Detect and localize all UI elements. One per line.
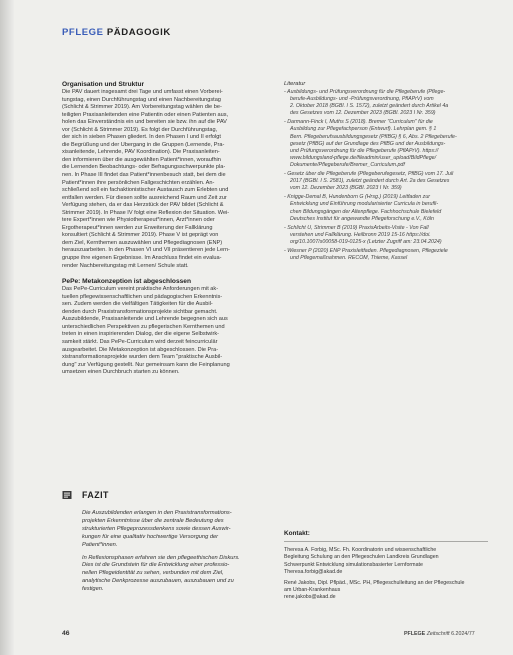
literature-line: berufe-Ausbildungs- und -Prüfungsverordnung, PflAPrV) vom bbox=[290, 96, 434, 103]
body-text-line: der sich in sieben Phasen gliedert. In den Phasen I und II erfolgt bbox=[62, 134, 221, 141]
body-text-line: treten in einen inspirierenden Dialog, der die eigene Selbstwirk- bbox=[62, 331, 220, 338]
literature-item bbox=[284, 171, 488, 192]
literature-column bbox=[284, 80, 488, 264]
literature-item bbox=[284, 194, 488, 222]
literature-item bbox=[284, 248, 488, 262]
header-brand: PFLEGE bbox=[62, 27, 104, 38]
body-text-line: ausgearbeitet. Die Metakonzeption ist abgeschlossen. Die Pra- bbox=[62, 346, 219, 353]
body-text-line: unterschiedlichen Perspektiven zu pflegerischen Kernthemen und bbox=[62, 323, 225, 330]
footer-issue: 6.2024/77 bbox=[451, 631, 475, 637]
literature-line: Dokumente/Pflegeberufe/Bremer_Curriculum.pdf bbox=[290, 161, 405, 168]
contact-persons bbox=[284, 547, 488, 601]
fazit-body bbox=[82, 510, 267, 599]
literature-line: Bern. Pflegeberufsausbildungsgesetz (PfIBG) § 6, Abs. 2 Pflegeberufe- bbox=[290, 133, 457, 140]
body-text-line: dung" zur Verfügung gestellt. Nur gemeinsam kann die Feinplanung bbox=[62, 361, 230, 368]
literature-line: 2. Oktober 2018 (BGBl. I S. 1572), zuletzt geändert durch Artikel 4a bbox=[290, 103, 449, 110]
body-text-line: teiligten Praxisanleitenden eine Patientin oder einen Patienten aus, bbox=[62, 111, 229, 118]
literature-line: Deutsches Institut für angewandte Pflegeforschung e.V., Köln bbox=[290, 215, 434, 222]
literature-line: 2017 (BGBl. I S. 2581), zuletzt geändert durch Art. 2a des Gesetzes bbox=[290, 178, 450, 185]
body-text-line: sen. Zudem werden die vielfältigen Tätigkeiten für die Ausbil- bbox=[62, 301, 213, 308]
contact-line: Begleitung Schulung an den Pflegeschulen Landkreis Grundlagen bbox=[284, 554, 439, 561]
body-text-line: Auszubildende, Praxisanleitende und Lehrende begegnen sich aus bbox=[62, 316, 228, 323]
body-text-line: Das PePe-Curriculum vereint praktische Anforderungen mit ak- bbox=[62, 286, 219, 293]
fazit-paragraph bbox=[82, 510, 267, 550]
body-text-line: Die PAV dauert insgesamt drei Tage und umfasst einen Vorberei- bbox=[62, 89, 223, 95]
journal-footer bbox=[404, 631, 475, 637]
fazit-line: strukturierten Pflegeprozessdenkens sowie dessen Auswir- bbox=[82, 525, 231, 532]
body-text-line: umsetzen einen Durchbruch starten zu können. bbox=[62, 369, 180, 376]
section-heading-pepe: PePe: Metakonzeption ist abgeschlossen bbox=[62, 278, 191, 286]
body-text-line: herauszuarbeiten. In den Phasen VI und VII präsentieren jede Lern- bbox=[62, 247, 230, 254]
fazit-line: projekten Erkenntnisse über die zentrale Bedeutung des bbox=[82, 517, 224, 524]
literature-line: - Gesetz über die Pflegeberufe (Pflegeberufegesetz, PflBG) vom 17. Juli bbox=[284, 171, 454, 178]
body-text-line: holen das Einverständnis ein und bereiten sie bzw. ihn auf die PAV bbox=[62, 119, 227, 126]
footer-journal: PFLEGE bbox=[404, 631, 426, 637]
literature-line: gesetz (PflBG) auf der Grundlage des PflBG und der Ausbildungs- bbox=[290, 140, 446, 147]
literature-item bbox=[284, 89, 488, 117]
body-text-line: render Nachbereitungstag mit Lernen/ Schule statt. bbox=[62, 262, 189, 269]
contact-box bbox=[284, 530, 488, 606]
literature-line: des Gesetzes vom 12. Dezember 2023 (BGBl. 2023 I Nr. 359) bbox=[290, 110, 436, 117]
body-text-line: tere Expert*innen wie Physiotherapeut*innen, Ärzt*innen oder bbox=[62, 217, 215, 224]
contact-line: Theresa.forbig@akad.de bbox=[284, 568, 343, 575]
body-text-line: xisanleitende, Lehrende, PAV Koordination). Die Praxisanleiten- bbox=[62, 149, 220, 156]
literature-line: chen Bildungsgängen der Altenpflege. Fachhochschule Bielefeld bbox=[290, 208, 442, 215]
fazit-line: kungen für eine qualitativ hochwertige Versorgung der bbox=[82, 533, 219, 540]
fazit-line: nellen Pflegeidentität zu sehen, verbunden mit dem Ziel, bbox=[82, 570, 224, 577]
contact-heading: Kontakt: bbox=[284, 530, 310, 537]
literature-list bbox=[284, 89, 488, 262]
body-text-line: entfallen werden. Für diesen sollte ausreichend Raum und Zeit zur bbox=[62, 194, 227, 201]
body-text-line: Patient*innen ihre persönlichen Fallgeschichten erzählen. An- bbox=[62, 179, 215, 186]
body-text-line: schließend soll ein fachaktionistischer Austausch zum Erlebten und bbox=[62, 187, 229, 194]
body-text-line: konsultiert (Schlicht & Strimmer 2019). Phase V ist geprägt von bbox=[62, 232, 219, 239]
fazit-line: Die Auszubildenden erlangen in den Praxistransformations- bbox=[82, 510, 232, 516]
section-heading-organisation: Organisation und Struktur bbox=[62, 81, 145, 88]
literature-line: vom 12. Dezember 2023 (BGBl. 2023 I Nr. 359) bbox=[290, 185, 402, 192]
literature-line: - Darmann-Finck I, Muths S (2018). Bremer "Curriculum" für die bbox=[284, 119, 433, 126]
literature-item bbox=[284, 225, 488, 246]
fazit-paragraph bbox=[82, 555, 267, 595]
body-text-line: dem Ziel, Kernthemen auszuwählen und Pflegediagnosen (ENP) bbox=[62, 239, 223, 246]
contact-line: Schwerpunkt Entwicklung simulationsbasierter Lernformate bbox=[284, 561, 423, 568]
contact-line: Theresa A. Forbig, MSc. Fh. Koordinatorin und wissenschaftliche bbox=[284, 547, 437, 554]
header-section: PÄDAGOGIK bbox=[106, 27, 171, 38]
body-text-line: Strimmer 2019). In Phase IV folgt eine Reflexion der Situation. Wei- bbox=[62, 209, 230, 216]
contact-line: rene.jakobs@akad.de bbox=[284, 594, 336, 601]
body-text-line: tungstag, einen Durchführungstag und einen Nachbereitungstag bbox=[62, 96, 221, 103]
fazit-icon bbox=[62, 490, 72, 500]
literature-item bbox=[284, 119, 488, 169]
body-text-line: denden durch Praxistransformationsprojekte sichtbar gemacht. bbox=[62, 308, 218, 315]
contact-person bbox=[284, 580, 488, 602]
fazit-line: analytische Denkprozesse auszubauen, auszubauen und zu bbox=[82, 578, 234, 585]
fazit-line: Dies ist die Grundstein für die Entwicklung einer professio- bbox=[82, 562, 230, 569]
body-text-line: gruppe ihre eigenen Ergebnisse. Im Anschluss findet ein evalua- bbox=[62, 255, 222, 262]
literature-line: und Prüfungsverordnung für die Pflegeberufe (PflAPrV). https:// bbox=[290, 147, 439, 154]
fazit-line: In Reflexionsphasen erfahren sie den pflegeethischen Diskurs. bbox=[82, 554, 240, 561]
literature-heading: Literatur bbox=[284, 81, 306, 87]
literature-line: - Ausbildungs- und Prüfungsverordnung für die Pflegeberufe (Pflege- bbox=[284, 89, 446, 95]
literature-line: org/10.1007/s00058-019-0125-x (Letzter Zugriff am: 23.04.2024) bbox=[290, 238, 442, 245]
page-header bbox=[62, 27, 171, 38]
section-body-pepe bbox=[62, 286, 270, 377]
body-text-line: den informieren über die ausgewählten Patient*innen, woraufhin bbox=[62, 156, 221, 163]
literature-line: - Schlicht U, Strimmer B (2019) PraxisArbeits-Visite - Von Fall bbox=[284, 224, 429, 231]
literature-line: Ausbildung zur Pflegefachperson (Entwurf). Lehrplan gem. § 1 bbox=[290, 126, 437, 133]
fazit-title: FAZIT bbox=[82, 490, 109, 500]
body-text-line: samkeit stärkt. Das PePe-Curriculum wird derzeit feincurriculär bbox=[62, 338, 218, 345]
page-number: 46 bbox=[62, 630, 70, 637]
body-text-line: die Begrüßung und der Übergang in die Gruppen (Lernende, Pra- bbox=[62, 141, 225, 148]
fazit-line: Patient*innen. bbox=[82, 541, 118, 548]
footer-journal-sub: Zeitschrift bbox=[426, 631, 450, 637]
contact-line: am Urban-Krankenhaus bbox=[284, 587, 341, 594]
contact-person bbox=[284, 547, 488, 576]
fazit-line: festigen. bbox=[82, 586, 104, 593]
literature-line: und Pflegemaßnahmen. RECOM, Thieme, Kassel bbox=[290, 255, 408, 262]
literature-line: Entwicklung und Einführung modularisierter Curricula in berufli- bbox=[290, 201, 439, 208]
section-body-organisation bbox=[62, 89, 270, 270]
body-text-line: Verfügung stehen, da er das Herzstück der PAV bildet (Schlicht & bbox=[62, 202, 224, 209]
body-text-line: xistransformationsprojekte wurden dem Team "praktische Ausbil- bbox=[62, 354, 223, 361]
literature-line: - Knigge-Demal B, Hundenborn G (Hrsg.) (2019) Leitfaden zur bbox=[284, 194, 431, 201]
left-column bbox=[62, 80, 270, 377]
body-text-line: Ergotherapeut*innen werden zur Erweiterung der Fallklärung bbox=[62, 224, 213, 231]
body-text-line: die Lernenden Beobachtungs- oder Befragungsschwerpunkte pla- bbox=[62, 164, 226, 171]
body-text-line: nen. In Phase III findet das Patient*innenbesuch statt, bei dem die bbox=[62, 172, 226, 179]
page-spine-shadow bbox=[0, 0, 14, 655]
literature-line: verstehen und Fallklärung. Heilbronn 2019 15-16 https://doi. bbox=[290, 231, 431, 238]
body-text-line: (Schlicht & Strimmer 2019). Am Vorbereitungstag wählen die be- bbox=[62, 104, 222, 111]
body-text-line: tuellen pflegewissenschaftlichen und pädagogischen Erkenntnis- bbox=[62, 293, 223, 300]
literature-line: www.bildungsland-pflege.de/fileadmin/user_upload/BildPflege/ bbox=[290, 154, 437, 161]
body-text-line: vor (Schlicht & Strimmer 2019). Es folgt der Durchführungstag, bbox=[62, 126, 218, 133]
literature-line: - Wiesner P (2020) ENP Praxisleitfaden. Pflegediagnosen, Pflegeziele bbox=[284, 247, 448, 254]
contact-line: René Jakobs, Dipl. Pflpäd., MSc. PH, Pflegeschulleitung an der Pflegeschule bbox=[284, 580, 465, 587]
